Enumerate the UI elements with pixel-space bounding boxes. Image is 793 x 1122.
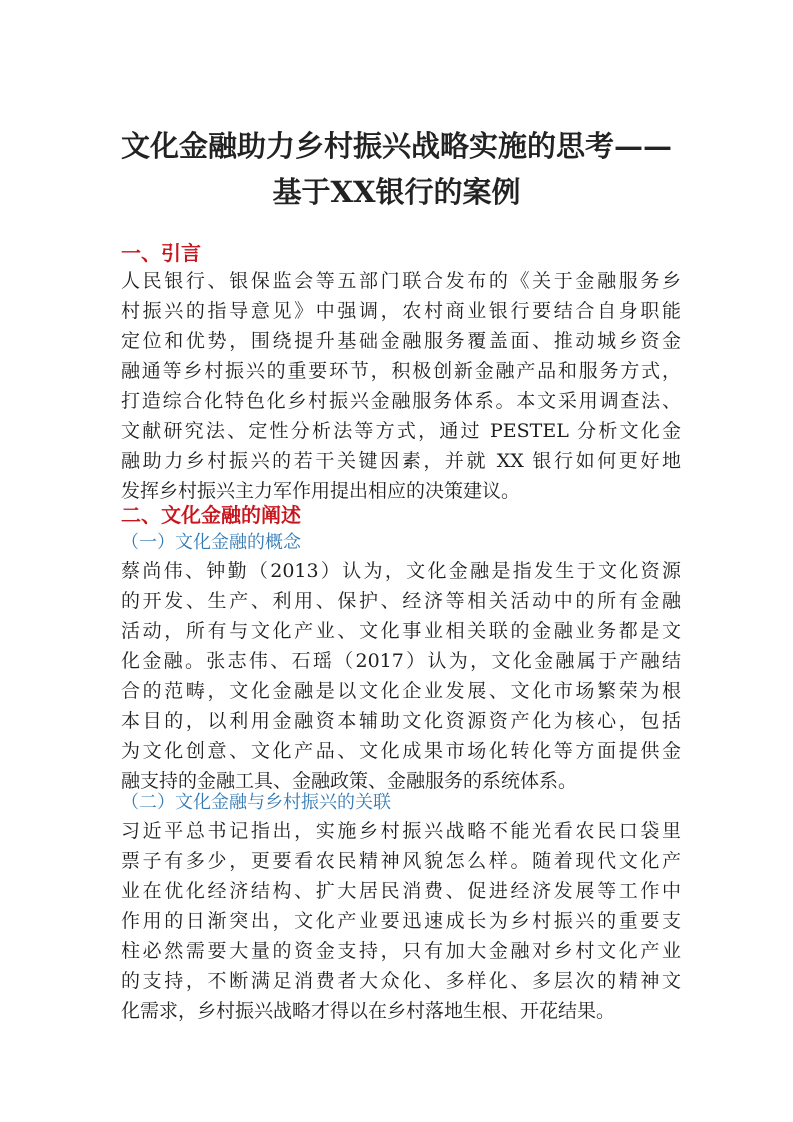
- paragraph-line: 融助力乡村振兴的若干关键因素，并就 XX 银行如何更好地: [121, 450, 681, 472]
- concept-paragraph: [121, 556, 681, 796]
- paragraph-line: 业在优化经济结构、扩大居民消费、促进经济发展等工作中: [121, 880, 681, 902]
- paragraph-line: 打造综合化特色化乡村振兴金融服务体系。本文采用调查法、: [121, 390, 681, 412]
- paragraph-line: 票子有多少，更要看农民精神风貌怎么样。随着现代文化产: [121, 850, 681, 872]
- section-heading-cultural-finance: 二、文化金融的阐述: [121, 503, 301, 527]
- document-title-line-2: 基于XX银行的案例: [272, 175, 521, 209]
- relation-paragraph: [121, 816, 681, 1026]
- paragraph-line: 融支持的金融工具、金融政策、金融服务的系统体系。: [121, 770, 578, 792]
- paragraph-line: 活动，所有与文化产业、文化事业相关联的金融业务都是文: [121, 620, 681, 642]
- subsection-heading-relation: （二）文化金融与乡村振兴的关联: [121, 792, 391, 813]
- paragraph-line: 化需求，乡村振兴战略才得以在乡村落地生根、开花结果。: [121, 1000, 616, 1022]
- paragraph-line: 融通等乡村振兴的重要环节，积极创新金融产品和服务方式，: [121, 360, 681, 382]
- document-title-line-1: 文化金融助力乡村振兴战略实施的思考——: [120, 129, 672, 163]
- introduction-paragraph: [121, 266, 681, 506]
- paragraph-line: 的支持，不断满足消费者大众化、多样化、多层次的精神文: [121, 970, 681, 992]
- subsection-heading-concept: （一）文化金融的概念: [121, 532, 301, 553]
- paragraph-line: 人民银行、银保监会等五部门联合发布的《关于金融服务乡: [121, 270, 681, 292]
- paragraph-line: 村振兴的指导意见》中强调，农村商业银行要结合自身职能: [121, 300, 681, 322]
- paragraph-line: 合的范畴，文化金融是以文化企业发展、文化市场繁荣为根: [121, 680, 681, 702]
- paragraph-line: 蔡尚伟、钟勤（2013）认为，文化金融是指发生于文化资源: [121, 560, 681, 582]
- paragraph-line: 发挥乡村振兴主力军作用提出相应的决策建议。: [121, 480, 521, 502]
- paragraph-line: 的开发、生产、利用、保护、经济等相关活动中的所有金融: [121, 590, 681, 612]
- paragraph-line: 化金融。张志伟、石瑶（2017）认为，文化金融属于产融结: [121, 650, 681, 672]
- paragraph-line: 文献研究法、定性分析法等方式，通过 PESTEL 分析文化金: [121, 420, 681, 442]
- paragraph-line: 习近平总书记指出，实施乡村振兴战略不能光看农民口袋里: [121, 820, 681, 842]
- section-heading-introduction: 一、引言: [121, 241, 201, 265]
- paragraph-line: 定位和优势，围绕提升基础金融服务覆盖面、推动城乡资金: [121, 330, 681, 352]
- paragraph-line: 为文化创意、文化产品、文化成果市场化转化等方面提供金: [121, 740, 681, 762]
- paragraph-line: 作用的日渐突出，文化产业要迅速成长为乡村振兴的重要支: [121, 910, 681, 932]
- paragraph-line: 柱必然需要大量的资金支持，只有加大金融对乡村文化产业: [121, 940, 681, 962]
- paragraph-line: 本目的，以利用金融资本辅助文化资源资产化为核心，包括: [121, 710, 681, 732]
